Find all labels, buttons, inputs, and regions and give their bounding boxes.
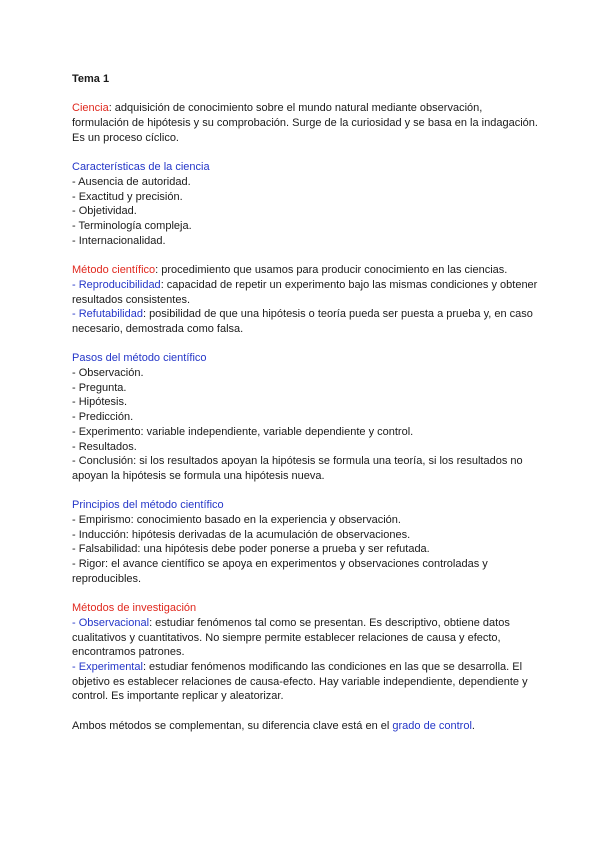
list-item: - Hipótesis. <box>72 396 128 409</box>
list-item: - Terminología compleja. <box>72 220 192 232</box>
pasos-section <box>72 351 540 483</box>
observacional-item <box>72 616 540 660</box>
caracteristicas-section <box>72 160 540 248</box>
metodos-investigacion-heading: Métodos de investigación <box>72 602 197 615</box>
caracteristicas-heading: Características de la ciencia <box>72 161 210 174</box>
refutabilidad-item <box>72 307 540 336</box>
conclusion-term: grado de control <box>392 719 472 732</box>
metodo-definition <box>72 263 540 278</box>
pasos-heading: Pasos del método científico <box>72 352 207 365</box>
list-item: - Objetividad. <box>72 205 137 218</box>
metodo-section <box>72 263 540 337</box>
conclusion-paragraph <box>72 719 540 734</box>
metodo-term: Método científico <box>72 264 156 277</box>
document-title: Tema 1 <box>72 73 110 85</box>
experimental-text: : estudiar fenómenos modificando las condiciones en las que se desarrolla. El objetivo es establecer relaciones de causa-efecto. Hay variable independiente, dependiente y control. Es importante replicar y aleatorizar. <box>72 661 528 703</box>
list-item: - Resultados. <box>72 440 137 453</box>
refutabilidad-prefix: - <box>72 308 79 321</box>
conclusion-suffix: . <box>471 719 475 732</box>
experimental-prefix: - <box>72 661 79 674</box>
ciencia-definition <box>72 101 540 145</box>
list-item: - Rigor: el avance científico se apoya en experimentos y observaciones controladas y reproducibles. <box>72 558 488 585</box>
reproducibilidad-item <box>72 278 540 307</box>
reproducibilidad-text: : capacidad de repetir un experimento bajo las mismas condiciones y obtener resultados consistentes. <box>72 278 538 306</box>
experimental-item <box>72 660 540 704</box>
metodo-text: : procedimiento que usamos para producir conocimiento en las ciencias. <box>155 264 508 277</box>
observacional-term: Observacional <box>78 616 150 629</box>
reproducibilidad-term: Reproducibilidad <box>78 278 161 291</box>
list-item: - Predicción. <box>72 411 134 424</box>
list-item: - Exactitud y precisión. <box>72 190 183 203</box>
list-item: - Pregunta. <box>72 381 127 394</box>
conclusion-text: Ambos métodos se complementan, su diferencia clave está en el <box>72 719 393 732</box>
experimental-term: Experimental <box>78 661 143 674</box>
list-item: - Empirismo: conocimiento basado en la experiencia y observación. <box>72 514 401 527</box>
list-item: - Falsabilidad: una hipótesis debe poder ponerse a prueba y ser refutada. <box>72 543 430 556</box>
metodos-investigacion-section <box>72 601 540 704</box>
list-item: - Conclusión: si los resultados apoyan la hipótesis se formula una teoría, si los resultados no apoyan la hipótesis se formula una hipótesis nueva. <box>72 455 523 482</box>
list-item: - Observación. <box>72 367 144 379</box>
list-item: - Ausencia de autoridad. <box>72 175 191 188</box>
refutabilidad-text: : posibilidad de que una hipótesis o teoría pueda ser puesta a prueba y, en caso necesario, demostrada como falsa. <box>72 308 533 335</box>
list-item: - Inducción: hipótesis derivadas de la acumulación de observaciones. <box>72 528 411 541</box>
ciencia-text: : adquisición de conocimiento sobre el mundo natural mediante observación, formulación de hipótesis y su comprobación. Surge de la curiosidad y se basa en la indagación. Es un proceso cíclico. <box>72 102 538 144</box>
refutabilidad-term: Refutabilidad <box>78 308 143 321</box>
reproducibilidad-prefix: - <box>72 278 79 291</box>
principios-heading: Principios del método científico <box>72 499 224 512</box>
observacional-prefix: - <box>72 616 79 629</box>
ciencia-term: Ciencia <box>72 102 109 115</box>
list-item: - Internacionalidad. <box>72 234 166 247</box>
list-item: - Experimento: variable independiente, variable dependiente y control. <box>72 425 414 438</box>
observacional-text: : estudiar fenómenos tal como se presentan. Es descriptivo, obtiene datos cualitativos y cuantitativos. No siempre permite establecer relaciones de causa y efecto, encontramos patrones. <box>72 616 510 659</box>
principios-section <box>72 498 540 586</box>
